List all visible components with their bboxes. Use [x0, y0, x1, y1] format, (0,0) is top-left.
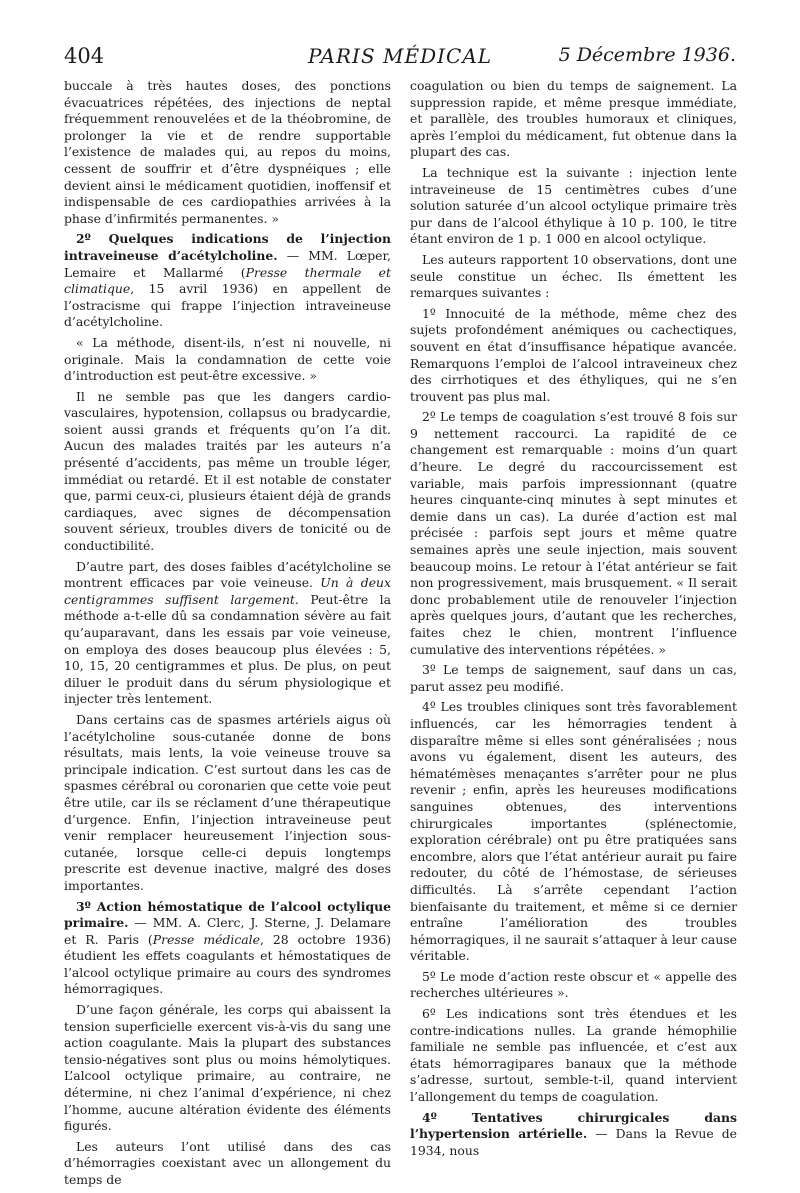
paragraph-acetylcholine: 2º Quelques indications de l’injection intraveineuse d’acétylcholine. — MM. Lœper, Lemaire et Mallarmé (Presse thermale et climatique, 15 avril 1936) en appellent de l’ostracisme qui frappe l’injection intraveineuse d’acétylcholine.	[64, 231, 391, 330]
paragraph: 1º Innocuité de la méthode, même chez des sujets profondément anémiques ou cachectiques, souvent en état d’insuffisance hépatique avancée. Remarquons l’emploi de l’alcool intraveineux chez des cirrhotiques et des éthyliques, qui ne s’en trouvent pas plus mal.	[410, 305, 737, 404]
journal-title: PARIS MÉDICAL	[307, 44, 493, 68]
paragraph: coagulation ou bien du temps de saignement. La suppression rapide, et même presque immédiate, et parallèle, des troubles humoraux et cliniques, après l’emploi du médicament, fut obtenue dans la plupart des cas.	[410, 78, 737, 160]
right-column	[410, 78, 737, 1163]
paragraph: D’une façon générale, les corps qui abaissent la tension superficielle exercent vis-à-vis du sang une action coagulante. Mais la plupart des substances tensio-négatives sont plus ou moins hémolytiques. L’alcool octylique primaire, au contraire, ne détermine, ni chez l’animal d’expérience, ni chez l’homme, aucune altération évidente des éléments figurés.	[64, 1002, 391, 1134]
paragraph: La technique est la suivante : injection lente intraveineuse de 15 centimètres cubes d’une solution saturée d’un alcool octylique primaire très pur dans de l’alcool éthylique à 10 p. 100, le titre étant environ de 1 p. 1 000 en alcool octylique.	[410, 164, 737, 247]
paragraph: 4º Les troubles cliniques sont très favorablement influencés, car les hémorragies tendent à disparaître même si elles sont généralisées ; nous avons vu également, disent les auteurs, des hématémèses menaçantes s’arrêter pour ne plus revenir ; enfin, après les heureuses modifications sanguines obtenues, des interventions chirurgicales importantes (splénectomie, exploration cérébrale) ont pu être pratiquées sans encombre, alors que l’état antérieur aurait pu faire redouter, du côté de l’hémostase, de sérieuses difficultés. Là s’arrête cependant l’action bienfaisante du traitement, et même si ce dernier entraîne l’amélioration des troubles hémorragiques, il ne saurait s’attaquer à leur cause véritable.	[410, 699, 737, 964]
paragraph: Il ne semble pas que les dangers cardio-vasculaires, hypotension, collapsus ou bradycardie, soient aussi grands et fréquents qu’on l’a dit. Aucun des malades traités par les auteurs n’a présenté d’accidents, pas même un trouble léger, immédiat ou retardé. Et il est notable de constater que, parmi ceux-ci, plusieurs étaient déjà de grands cardiaques, avec signes de décompensation souvent sérieux, troubles divers de tonicité ou de conductibilité.	[64, 388, 391, 554]
paragraph: 5º Le mode d’action reste obscur et « appelle des recherches ultérieures ».	[410, 968, 737, 1001]
page-header	[64, 44, 736, 72]
paragraph: buccale à très hautes doses, des ponctions évacuatrices répétées, des injections de neptal fréquemment renouvelées et de la théobromine, de prolonger la vie et de rendre supportable l’existence de malades qui, au repos du moins, cessent de souffrir et d’être dyspnéiques ; elle devient ainsi le médicament quotidien, inoffensif et indispensable de ces cardiopathies arrivées à la phase d’infirmités permanentes. »	[64, 78, 391, 226]
section-heading: 4º Tentatives chirurgicales dans l’hypertension artérielle.	[410, 1109, 737, 1142]
journal-reference: Presse thermale et climatique	[64, 264, 391, 297]
emphasis: Un à deux centigrammes suffisent largement.	[64, 575, 391, 607]
section-heading: 3º Action hémostatique de l’alcool octylique primaire.	[64, 898, 391, 931]
paragraph: D’autre part, des doses faibles d’acétylcholine se montrent efficaces par voie veineuse. Un à deux centigrammes suffisent largement. Peut-être la méthode a-t-elle dû sa condamnation sévère au fait qu’auparavant, dans les essais par voie veineuse, on employa des doses beaucoup plus élevées : 5, 10, 15, 20 centigrammes et plus. De plus, on peut diluer le produit dans du sérum physiologique et injecter très lentement.	[64, 558, 391, 707]
paragraph: Dans certains cas de spasmes artériels aigus où l’acétylcholine sous-cutanée donne de bons résultats, mais lents, la voie veineuse trouve sa principale indication. C’est surtout dans les cas de spasmes cérébral ou coronarien que cette voie peut être utile, car ils se réclament d’une thérapeutique d’urgence. Enfin, l’injection intraveineuse peut venir remplacer heureusement l’injection sous-cutanée, lorsque celle-ci depuis longtemps prescrite est devenue inactive, malgré des doses importantes.	[64, 711, 391, 893]
paragraph-hypertension: 4º Tentatives chirurgicales dans l’hypertension artérielle. — Dans la Revue de 1934, nous	[410, 1109, 737, 1158]
paragraph: 2º Le temps de coagulation s’est trouvé 8 fois sur 9 nettement raccourci. La rapidité de ce changement est remarquable : moins d’un quart d’heure. Le degré du raccourcissement est variable, mais parfois impressionnant (quatre heures cinquante-cinq minutes à sept minutes et demie dans un cas). La durée d’action est mal précisée : parfois sept jours et même quatre semaines après une seule injection, mais souvent beaucoup moins. Le retour à l’état antérieur se fait non progressivement, mais brusquement. « Il serait donc probablement utile de renouveler l’injection après quelques jours, d’autant que les recherches, faites chez le chien, montrent l’influence cumulative des interventions répétées. »	[410, 409, 737, 657]
paragraph: Les auteurs rapportent 10 observations, dont une seule constitue un échec. Ils émettent les remarques suivantes :	[410, 251, 737, 301]
page-number: 404	[64, 44, 105, 68]
journal-reference: Presse médicale	[152, 931, 260, 947]
paragraph: Les auteurs l’ont utilisé dans des cas d’hémorragies coexistant avec un allongement du temps de	[64, 1138, 391, 1187]
issue-date: 5 Décembre 1936.	[558, 44, 736, 66]
left-column	[64, 78, 391, 1193]
paragraph: 6º Les indications sont très étendues et les contre-indications nulles. La grande hémophilie familiale ne semble pas influencée, et c’est aux états hémorragipares banaux que la méthode s’adresse, surtout, semble-t-il, quand intervient l’allongement du temps de coagulation.	[410, 1006, 737, 1105]
paragraph-alcool-octylique: 3º Action hémostatique de l’alcool octylique primaire. — MM. A. Clerc, J. Sterne, J. Delamare et R. Paris (Presse médicale, 28 octobre 1936) étudient les effets coagulants et hémostatiques de l’alcool octylique primaire au cours des syndromes hémorragiques.	[64, 898, 391, 997]
paragraph: « La méthode, disent-ils, n’est ni nouvelle, ni originale. Mais la condamnation de cette voie d’introduction est peut-être excessive. »	[64, 334, 391, 384]
section-heading: 2º Quelques indications de l’injection intraveineuse d’acétylcholine.	[64, 231, 391, 263]
paragraph: 3º Le temps de saignement, sauf dans un cas, parut assez peu modifié.	[410, 662, 737, 694]
